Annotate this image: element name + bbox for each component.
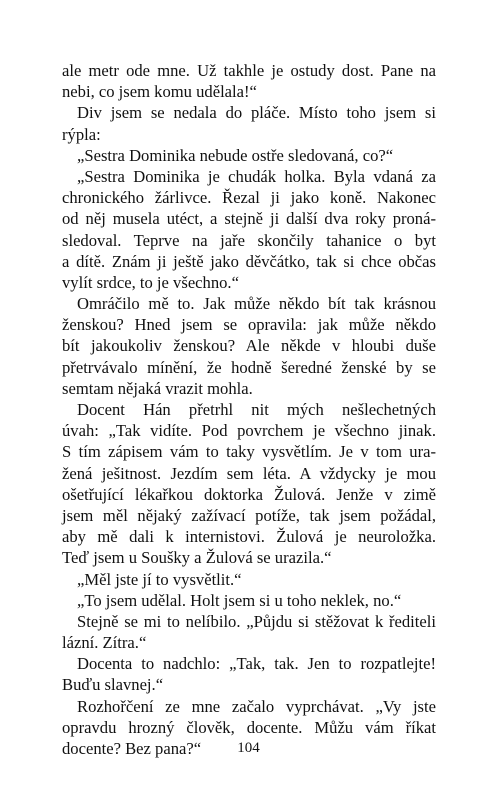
text-line: sledoval. Teprve na jaře skončily tahanice o byt (62, 230, 436, 250)
paragraph (62, 102, 436, 144)
body-text (62, 60, 436, 759)
text-line: vylít srdce, to je všechno.“ (62, 272, 239, 292)
paragraph (62, 569, 436, 590)
text-line: bít jakoukoliv ženskou? Ale někde v hloubi duše (62, 336, 436, 356)
text-line: Docent Hán přetrhl nit mých nešlechetných (77, 400, 436, 419)
text-line: aby mě dali k internistovi. Žulová je neuroložka. (62, 527, 436, 547)
text-line: Buďu slavnej.“ (62, 675, 164, 695)
text-line: nebi, co jsem komu udělala!“ (62, 82, 257, 102)
text-line: „Měl jste jí to vysvětlit.“ (77, 569, 242, 589)
text-line: docente? Bez pana?“ (62, 739, 202, 758)
text-line: Docenta to nadchlo: „Tak, tak. Jen to rozpatlejte! (77, 654, 436, 674)
text-line: chronického žárlivce. Řezal ji jako koně. Nakonec (62, 188, 436, 208)
text-line: úvah: „Tak vidíte. Pod povrchem je všechno jinak. (62, 421, 436, 441)
paragraph (62, 399, 436, 569)
text-line: jsem měl nějaký zažívací potíže, tak jsem požádal, (62, 505, 436, 525)
text-line: od něj musela utéct, a stejně ji další dva roky proná- (62, 209, 436, 229)
paragraph (62, 145, 436, 166)
text-line: Omráčilo mě to. Jak může někdo bít tak krásnou (77, 294, 436, 314)
paragraph (62, 293, 436, 399)
paragraph (62, 611, 436, 653)
text-line: Rozhořčení ze mne začalo vyprchávat. „Vy jste (77, 696, 436, 716)
text-line: přetrvávalo mínění, že hodně šeredné ženské by se (62, 357, 436, 377)
text-line: „To jsem udělal. Holt jsem si u toho neklek, no.“ (77, 590, 402, 610)
text-line: ženskou? Hned jsem se opravila: jak může někdo (62, 315, 436, 335)
text-line: Div jsem se nedala do pláče. Místo toho jsem si (77, 103, 436, 123)
paragraph (62, 60, 436, 102)
text-line: semtam nějaká vrazit mohla. (62, 378, 253, 398)
text-line: a dítě. Znám ji ještě jako děvčátko, tak si chce občas (62, 251, 436, 271)
text-line: žená ješitnost. Jezdím sem léta. A vždycky je mou (62, 463, 436, 483)
paragraph (62, 653, 436, 695)
text-line: ale metr ode mne. Už takhle je ostudy dost. Pane na (62, 61, 436, 80)
text-line: S tím zápisem vám to taky vysvětlím. Je v tom ura- (62, 442, 436, 462)
text-line: Stejně se mi to nelíbilo. „Půjdu si stěžovat k řediteli (77, 611, 436, 631)
text-line: opravdu hrozný člověk, docente. Můžu vám říkat (62, 717, 436, 737)
text-line: rýpla: (62, 124, 101, 144)
text-line: lázní. Zítra.“ (62, 633, 147, 653)
text-line: „Sestra Dominika nebude ostře sledovaná, co?“ (77, 145, 394, 165)
paragraph (62, 590, 436, 611)
paragraph (62, 166, 436, 293)
text-line: Teď jsem u Soušky a Žulová se urazila.“ (62, 548, 332, 568)
text-line: ošetřující lékařkou doktorka Žulová. Jenže v zimě (62, 484, 436, 504)
page-number: 104 (237, 740, 260, 756)
text-line: „Sestra Dominika je chudák holka. Byla vdaná za (77, 166, 436, 186)
